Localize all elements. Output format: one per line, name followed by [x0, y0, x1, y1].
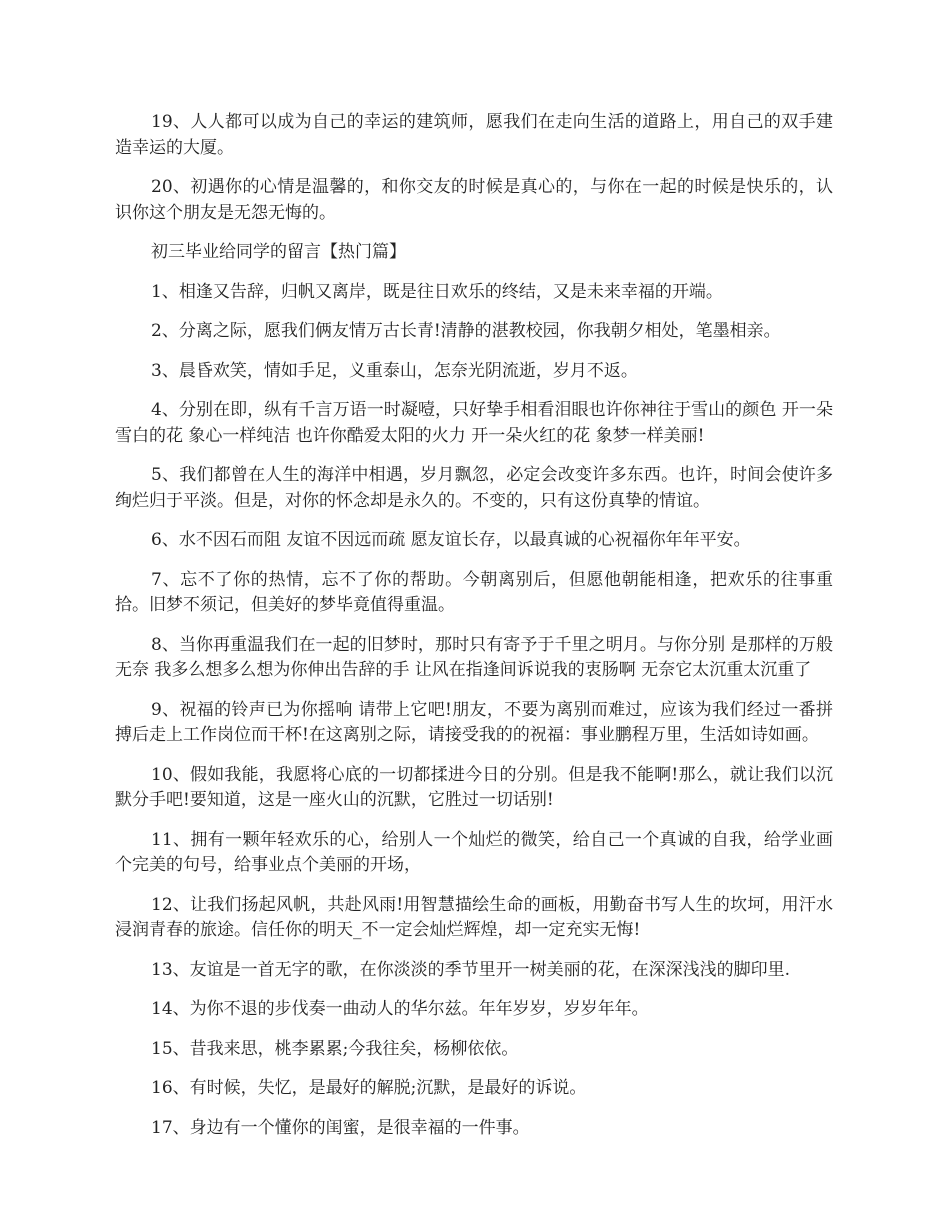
- paragraph-17: 17、身边有一个懂你的闺蜜，是很幸福的一件事。: [151, 1117, 530, 1138]
- paragraph-9: 9、祝福的铃声已为你摇响 请带上它吧!朋友，不要为离别而难过，应该为我们经过一番拼搏后走上工作岗位而干杯!在这离别之际，请接受我的的祝福：事业鹏程万里，生活如诗如画。: [115, 699, 833, 745]
- paragraph-16: 16、有时候，失忆，是最好的解脱;沉默，是最好的诉说。: [151, 1078, 587, 1098]
- paragraph-7: 7、忘不了你的热情，忘不了你的帮助。今朝离别后，但愿他朝能相逢，把欢乐的往事重拾。旧梦不须记，但美好的梦毕竟值得重温。: [115, 569, 833, 615]
- paragraph-14: 14、为你不退的步伐奏一曲动人的华尔兹。年年岁岁，岁岁年年。: [151, 999, 649, 1019]
- paragraph-5: 5、我们都曾在人生的海洋中相遇，岁月飘忽，必定会改变许多东西。也许，时间会使许多绚烂归于平淡。但是，对你的怀念却是永久的。不变的，只有这份真挚的情谊。: [115, 465, 833, 511]
- paragraph-8: 8、当你再重温我们在一起的旧梦时，那时只有寄予于千里之明月。与你分别 是那样的万般无奈 我多么想多么想为你伸出告辞的手 让风在指逢间诉说我的衷肠啊 无奈它太沉重太沉重了: [115, 634, 833, 680]
- paragraph-19: 19、人人都可以成为自己的幸运的建筑师，愿我们在走向生活的道路上，用自己的双手建造幸运的大厦。: [115, 112, 833, 158]
- paragraph-20: 20、初遇你的心情是温馨的，和你交友的时候是真心的，与你在一起的时候是快乐的，认识你这个朋友是无怨无悔的。: [115, 177, 833, 223]
- document-body: [115, 110, 833, 1155]
- paragraph-6: 6、水不因石而阻 友谊不因远而疏 愿友谊长存，以最真诚的心祝福你年年平安。: [151, 530, 751, 550]
- paragraph-15: 15、昔我来思，桃李累累;今我往矣，杨柳依依。: [151, 1038, 519, 1059]
- paragraph-11: 11、拥有一颗年轻欢乐的心，给别人一个灿烂的微笑，给自己一个真诚的自我，给学业画个完美的句号，给事业点个美丽的开场，: [115, 829, 833, 875]
- paragraph-12: 12、让我们扬起风帆，共赴风雨!用智慧描绘生命的画板，用勤奋书写人生的坎坷，用汗水浸润青春的旅途。信任你的明天_不一定会灿烂辉煌，却一定充实无悔!: [115, 894, 833, 940]
- paragraph-10: 10、假如我能，我愿将心底的一切都揉进今日的分别。但是我不能啊!那么，就让我们以沉默分手吧!要知道，这是一座火山的沉默，它胜过一切话别!: [115, 764, 833, 810]
- paragraph-2: 2、分离之际，愿我们俩友情万古长青!清静的湛教校园，你我朝夕相处，笔墨相亲。: [151, 321, 781, 341]
- paragraph-4: 4、分别在即，纵有千言万语一时凝噎，只好挚手相看泪眼也许你神往于雪山的颜色 开一朵雪白的花 象心一样纯洁 也许你酷爱太阳的火力 开一朵火红的花 象梦一样美丽!: [115, 400, 833, 446]
- paragraph-1: 1、相逢又告辞，归帆又离岸，既是往日欢乐的终结，又是未来幸福的开端。: [151, 281, 723, 302]
- section-heading: 初三毕业给同学的留言【热门篇】: [151, 242, 406, 262]
- paragraph-3: 3、晨昏欢笑，情如手足，义重泰山，怎奈光阴流逝，岁月不返。: [151, 360, 638, 381]
- paragraph-13: 13、友谊是一首无字的歌，在你淡淡的季节里开一树美丽的花，在深深浅浅的脚印里.: [151, 959, 791, 980]
